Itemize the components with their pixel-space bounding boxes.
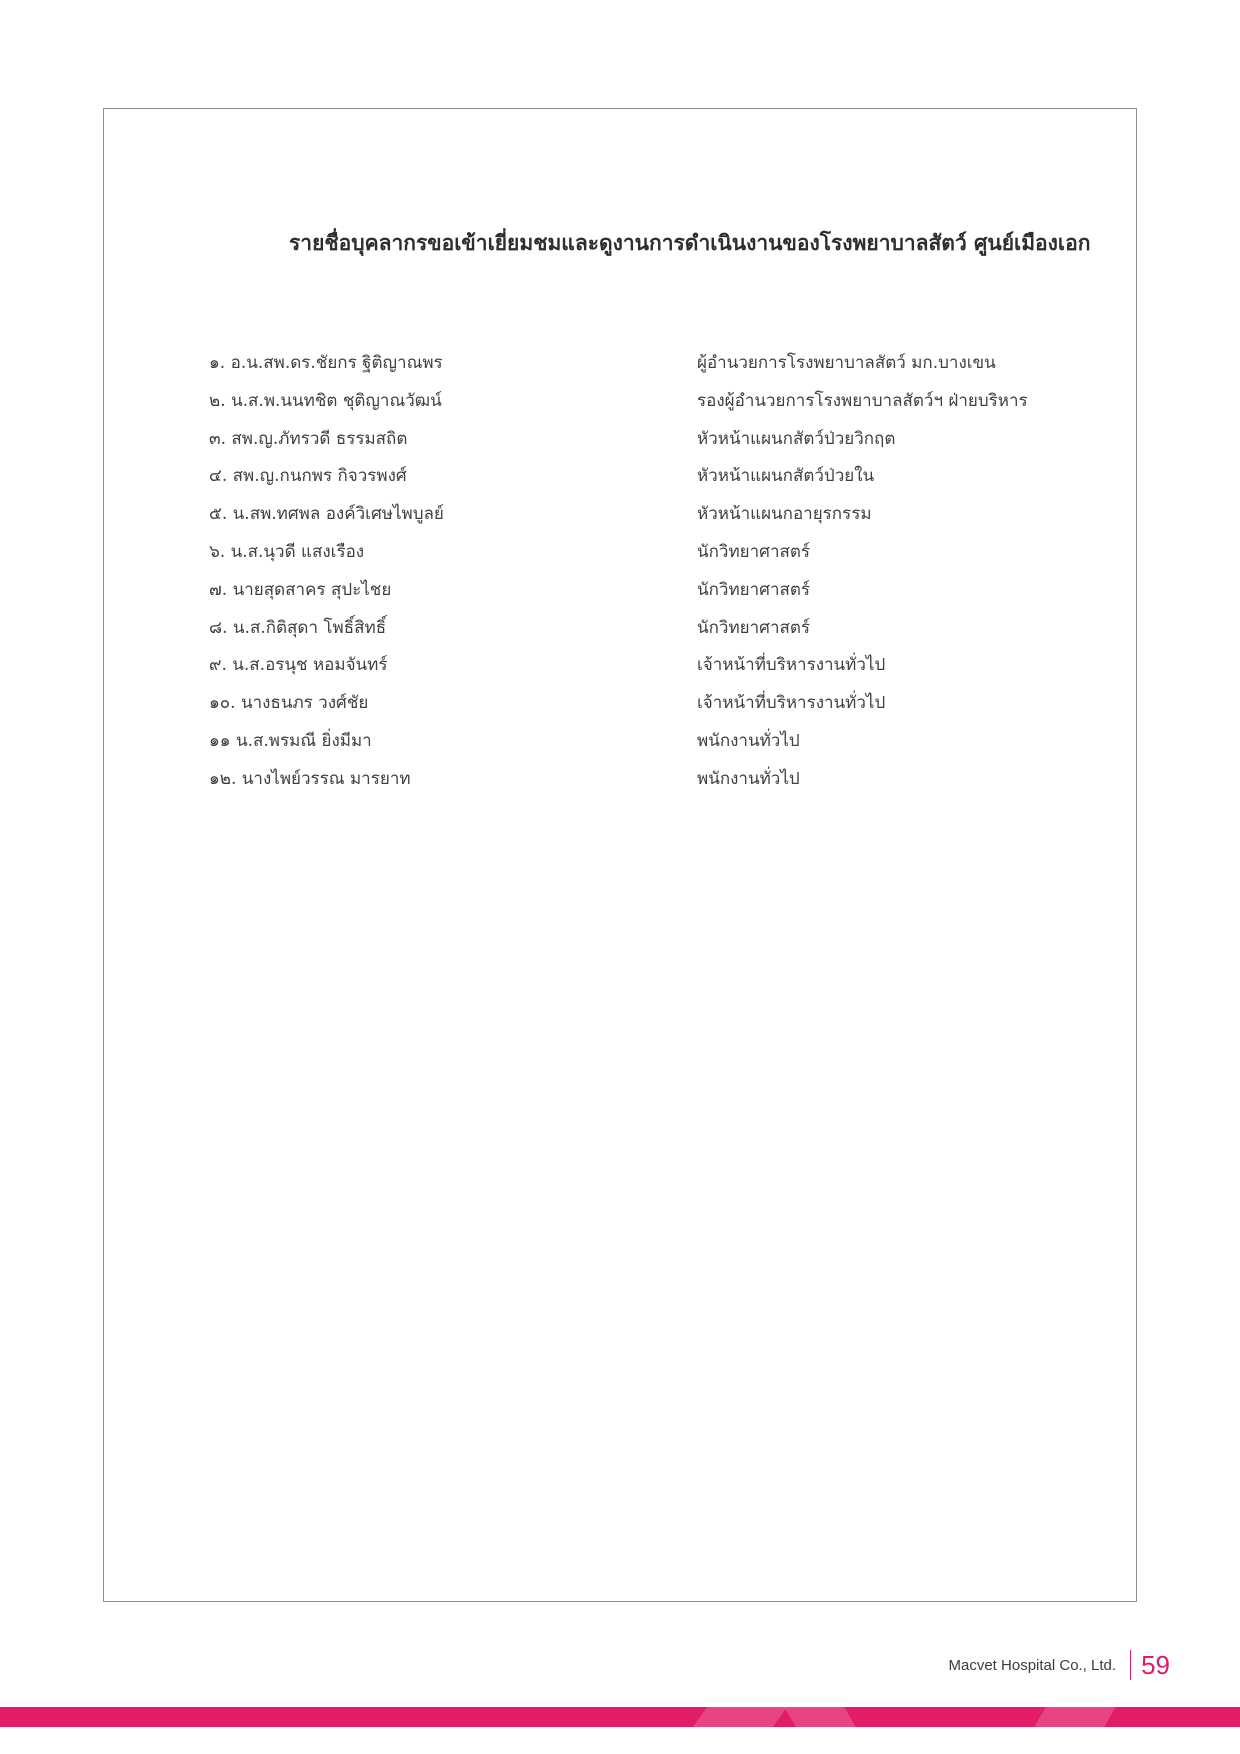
staff-role: หัวหน้าแผนกอายุรกรรม <box>697 504 872 525</box>
staff-row <box>209 425 1109 463</box>
staff-role: หัวหน้าแผนกสัตว์ป่วยวิกฤต <box>697 428 896 449</box>
staff-row <box>209 614 1109 652</box>
staff-row <box>209 349 1109 387</box>
band-decoration <box>1034 1707 1116 1727</box>
staff-row <box>209 689 1109 727</box>
staff-row <box>209 462 1109 500</box>
staff-name: ๘. น.ส.กิติสุดา โพธิ์สิทธิ์ <box>209 617 387 638</box>
document-title: รายชื่อบุคลากรขอเข้าเยี่ยมชมและดูงานการดำเนินงานของโรงพยาบาลสัตว์ ศูนย์เมืองเอก <box>289 230 1091 255</box>
band-decoration <box>784 1707 856 1727</box>
staff-role: รองผู้อำนวยการโรงพยาบาลสัตว์ฯ ฝ่ายบริหาร <box>697 390 1028 411</box>
staff-role: ผู้อำนวยการโรงพยาบาลสัตว์ มก.บางเขน <box>697 353 996 373</box>
staff-name: ๑๐. นางธนภร วงศ์ชัย <box>209 693 369 714</box>
staff-role: เจ้าหน้าที่บริหารงานทั่วไป <box>697 655 886 676</box>
staff-row <box>209 387 1109 425</box>
staff-row <box>209 538 1109 576</box>
footer-band <box>0 1707 1240 1727</box>
staff-name: ๔. สพ.ญ.กนกพร กิจวรพงศ์ <box>209 466 407 487</box>
staff-role: นักวิทยาศาสตร์ <box>697 579 811 600</box>
company-name: Macvet Hospital Co., Ltd. <box>948 1656 1117 1674</box>
staff-role: หัวหน้าแผนกสัตว์ป่วยใน <box>697 466 875 487</box>
staff-name: ๗. นายสุดสาคร สุปะไชย <box>209 579 392 600</box>
staff-name: ๑๑ น.ส.พรมณี ยิ่งมีมา <box>209 730 372 751</box>
staff-name: ๑. อ.น.สพ.ดร.ชัยกร ฐิติญาณพร <box>209 353 443 373</box>
staff-role: นักวิทยาศาสตร์ <box>697 617 811 638</box>
page-footer <box>949 1648 1171 1682</box>
staff-role: เจ้าหน้าที่บริหารงานทั่วไป <box>697 693 886 714</box>
footer-divider <box>1130 1650 1131 1680</box>
staff-row <box>209 576 1109 614</box>
staff-row <box>209 500 1109 538</box>
staff-name: ๑๒. นางไพย์วรรณ มารยาท <box>209 768 411 789</box>
scanned-document <box>103 108 1137 1602</box>
staff-row <box>209 765 1109 803</box>
staff-role: พนักงานทั่วไป <box>697 768 800 789</box>
staff-name: ๓. สพ.ญ.ภัทรวดี ธรรมสถิต <box>209 428 408 449</box>
staff-name: ๙. น.ส.อรนุช หอมจันทร์ <box>209 655 388 676</box>
staff-list <box>209 349 1109 803</box>
staff-role: นักวิทยาศาสตร์ <box>697 541 811 562</box>
band-decoration <box>693 1707 787 1727</box>
staff-row <box>209 651 1109 689</box>
staff-row <box>209 727 1109 765</box>
page-number: 59 <box>1141 1649 1170 1680</box>
staff-name: ๖. น.ส.นุวดี แสงเรือง <box>209 541 365 562</box>
staff-name: ๕. น.สพ.ทศพล องค์วิเศษไพบูลย์ <box>209 504 444 525</box>
staff-name: ๒. น.ส.พ.นนทชิต ชุติญาณวัฒน์ <box>209 390 442 411</box>
staff-role: พนักงานทั่วไป <box>697 730 800 751</box>
